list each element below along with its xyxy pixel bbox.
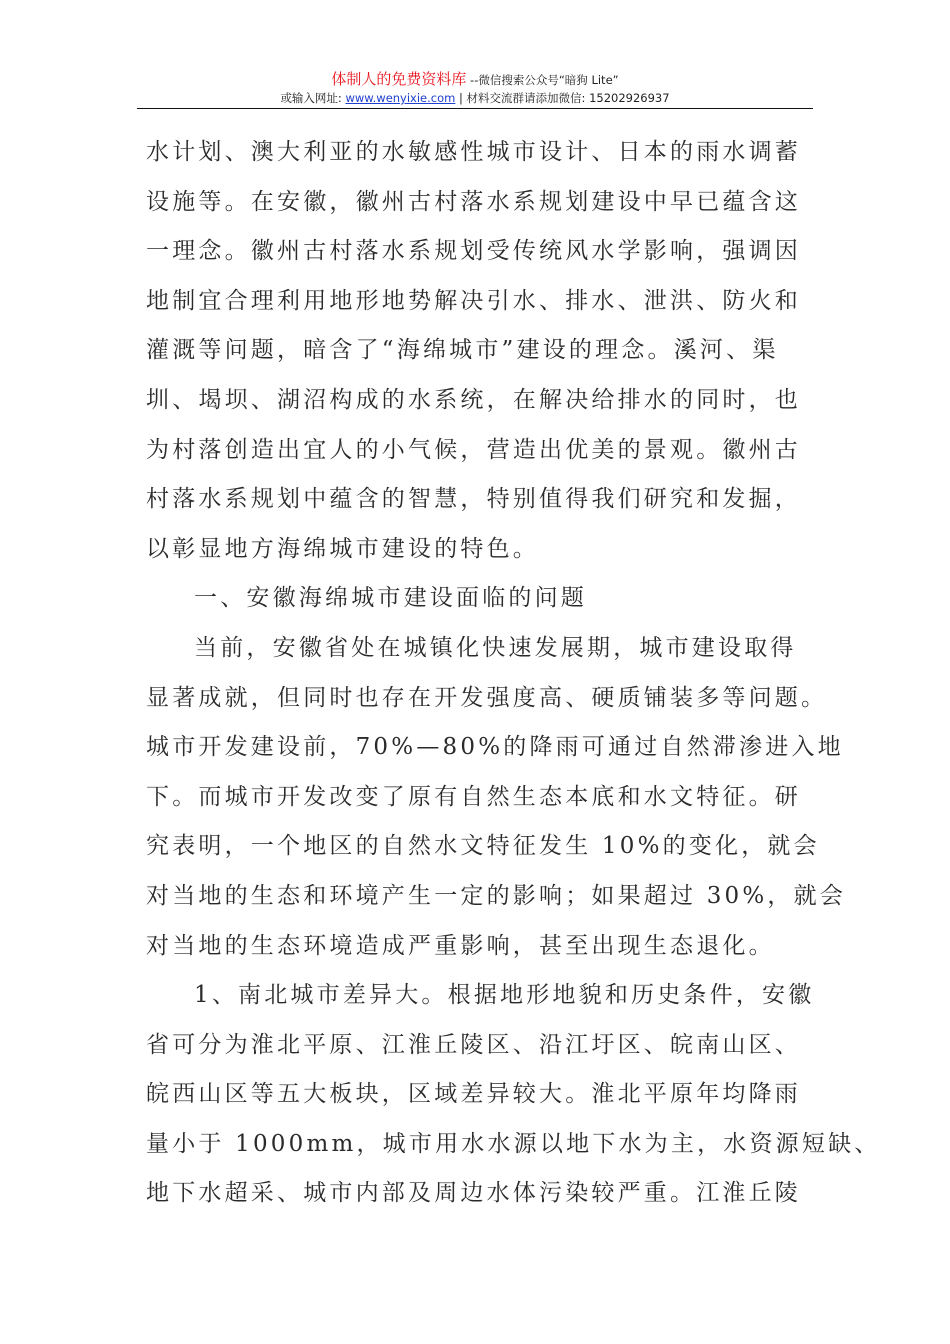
text-line: 下。而城市开发改变了原有自然生态本底和水文特征。研	[146, 783, 801, 810]
text-line: 水计划、澳大利亚的水敏感性城市设计、日本的雨水调蓄	[146, 139, 801, 165]
section-heading: 一、安徽海绵城市建设面临的问题	[194, 585, 587, 612]
page-header	[137, 70, 813, 106]
text-line: 省可分为淮北平原、江淮丘陵区、沿江圩区、皖南山区、	[146, 1031, 801, 1058]
text-line: 一理念。徽州古村落水系规划受传统风水学影响，强调因	[146, 238, 801, 265]
text-line: 量小于 1000mm，城市用水水源以地下水为主，水资源短缺、	[146, 1130, 881, 1157]
text-line: 城市开发建设前，70%—80%的降雨可通过自然滞渗进入地	[146, 734, 844, 761]
paragraph-start-line: 当前，安徽省处在城镇化快速发展期，城市建设取得	[194, 634, 797, 661]
text-line: 圳、堨坝、湖沼构成的水系统，在解决给排水的同时，也	[146, 386, 801, 413]
text-line: 地制宜合理利用地形地势解决引水、排水、泄洪、防火和	[146, 287, 801, 314]
text-line: 皖西山区等五大板块，区域差异较大。淮北平原年均降雨	[146, 1081, 801, 1108]
header-divider	[137, 108, 813, 109]
header-line-2	[137, 90, 813, 106]
text-line: 地下水超采、城市内部及周边水体污染较严重。江淮丘陵	[146, 1180, 801, 1207]
text-line: 为村落创造出宜人的小气候，营造出优美的景观。徽州古	[146, 436, 801, 463]
text-line: 对当地的生态和环境产生一定的影响；如果超过 30%，就会	[146, 882, 847, 909]
header-subtitle: --微信搜索公众号“暗狗 Lite”	[466, 73, 619, 87]
document-body	[146, 128, 881, 1219]
text-line: 究表明，一个地区的自然水文特征发生 10%的变化，就会	[146, 833, 820, 860]
header-website-link[interactable]: www.wenyixie.com	[345, 91, 456, 105]
text-line: 对当地的生态环境造成严重影响，甚至出现生态退化。	[146, 932, 775, 959]
text-line: 显著成就，但同时也存在开发强度高、硬质铺装多等问题。	[146, 684, 828, 711]
header-url-prefix: 或输入网址:	[280, 91, 346, 105]
header-contact-text: | 材料交流群请添加微信: 15202926937	[455, 91, 670, 105]
header-line-1	[137, 70, 813, 90]
header-title: 体制人的免费资料库	[331, 70, 467, 88]
text-line: 设施等。在安徽，徽州古村落水系规划建设中早已蕴含这	[146, 188, 801, 215]
subsection-heading-line: 1、南北城市差异大。根据地形地貌和历史条件，安徽	[194, 982, 815, 1009]
text-line: 以彰显地方海绵城市建设的特色。	[146, 535, 539, 562]
text-line: 灌溉等问题，暗含了“海绵城市”建设的理念。溪河、渠	[146, 337, 779, 364]
text-line: 村落水系规划中蕴含的智慧，特别值得我们研究和发掘，	[146, 486, 801, 513]
